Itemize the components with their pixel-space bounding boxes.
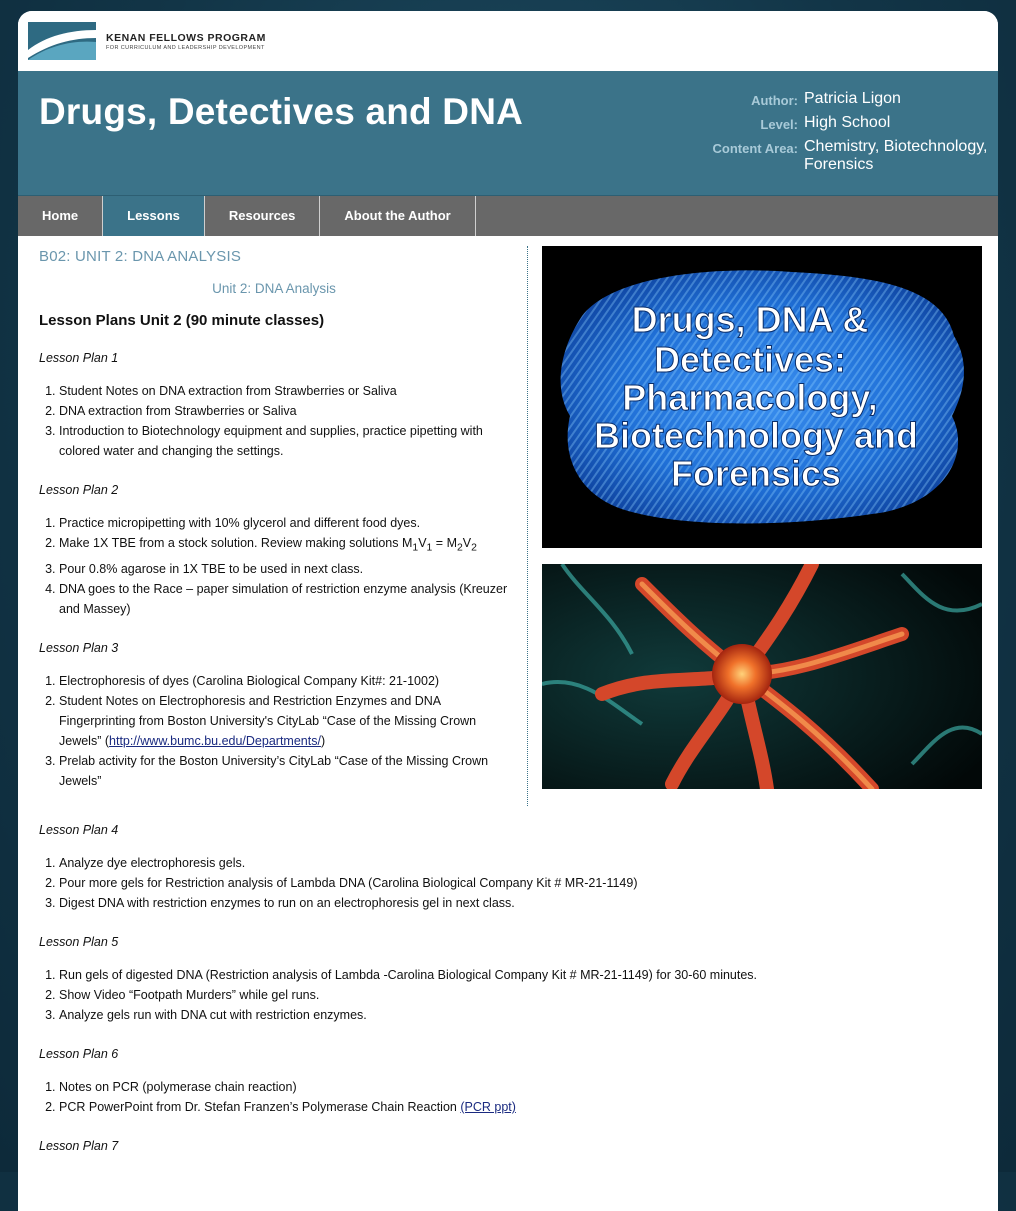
lesson-plans-heading: Lesson Plans Unit 2 (90 minute classes) [39, 312, 325, 329]
plan-title-7: Lesson Plan 7 [39, 1139, 119, 1153]
plan-title-4: Lesson Plan 4 [39, 823, 119, 837]
list-item: 2. Student Notes on Electrophoresis and Restriction Enzymes and DNA Fingerprinting from Boston University's CityLab “Case of the Missing Crown Jewels” (http://www.bumc.bu.edu/Departments/) [59, 691, 509, 751]
logo-subtitle: FOR CURRICULUM AND LEADERSHIP DEVELOPMENT [106, 45, 265, 51]
page-title: Drugs, Detectives and DNA [39, 91, 524, 132]
level-label: Level: [760, 117, 798, 132]
list-item-text: Make 1X TBE from a stock solution. Review making solutions M [59, 536, 413, 550]
neuron-graphic [542, 564, 982, 789]
list-item: 2. DNA extraction from Strawberries or Saliva [59, 401, 509, 421]
nav-home[interactable]: Home [18, 196, 103, 236]
list-item: 1. Electrophoresis of dyes (Carolina Biological Company Kit#: 21-1002) [59, 671, 509, 691]
lower-section [39, 801, 979, 1153]
plan-list-3 [39, 671, 509, 791]
nav-about-author[interactable]: About the Author [320, 196, 475, 236]
main-nav [18, 196, 998, 236]
list-item: 3. Introduction to Biotechnology equipment and supplies, practice pipetting with colored water and changing the settings. [59, 421, 509, 461]
list-item: 3. Analyze gels run with DNA cut with restriction enzymes. [59, 1005, 979, 1025]
nav-resources[interactable]: Resources [205, 196, 320, 236]
author-label: Author: [751, 93, 798, 108]
list-item: 1. Student Notes on DNA extraction from Strawberries or Saliva [59, 381, 509, 401]
list-item [59, 1097, 979, 1117]
image-line-5: Forensics [670, 453, 842, 494]
plan-title-1: Lesson Plan 1 [39, 351, 119, 365]
kenan-logo-icon[interactable] [28, 22, 96, 60]
meta-info [638, 90, 998, 178]
course-title-image [542, 246, 982, 548]
list-item: 1. Run gels of digested DNA (Restriction analysis of Lambda -Carolina Biological Company Kit # MR-21-1149) for 30-60 minutes. [59, 965, 979, 985]
image-line-1: Drugs, DNA & [631, 299, 869, 340]
list-item-text: Student Notes on Electrophoresis and Restriction Enzymes and DNA Fingerprinting from Boston University's CityLab “Case of the Missing Crown Jewels” ( [59, 693, 477, 748]
column-divider [527, 246, 528, 806]
meta-content-area [638, 138, 998, 174]
list-item: 2. Show Video “Footpath Murders” while gel runs. [59, 985, 979, 1005]
right-column [542, 246, 982, 789]
unit-title: Unit 2: DNA Analysis [212, 281, 336, 296]
plan-list-1 [39, 381, 509, 461]
image-line-3: Pharmacology, [622, 377, 878, 418]
dna-texture-graphic [542, 246, 982, 548]
logo-bar [18, 11, 998, 71]
list-item: 4. DNA goes to the Race – paper simulation of restriction enzyme analysis (Kreuzer and Massey) [59, 579, 509, 619]
left-column [39, 236, 509, 791]
list-item: 1. Practice micropipetting with 10% glycerol and different food dyes. [59, 513, 509, 533]
list-item: 3. Digest DNA with restriction enzymes to run on an electrophoresis gel in next class. [59, 893, 979, 913]
neuron-image [542, 564, 982, 789]
banner [18, 71, 998, 196]
meta-author [638, 90, 998, 110]
list-item: 2. Pour more gels for Restriction analysis of Lambda DNA (Carolina Biological Company Kit # MR-21-1149) [59, 873, 979, 893]
plan-title-2: Lesson Plan 2 [39, 483, 119, 497]
section-title: B02: UNIT 2: DNA ANALYSIS [39, 248, 242, 265]
plan-list-4 [39, 853, 979, 913]
list-item: 1. Notes on PCR (polymerase chain reaction) [59, 1077, 979, 1097]
content-area-label: Content Area: [712, 141, 798, 156]
logo-text [106, 32, 266, 52]
image-line-2: Detectives: [653, 339, 847, 380]
plan-list-2 [39, 513, 509, 619]
author-value: Patricia Ligon [804, 90, 901, 107]
page [18, 11, 998, 1211]
bumc-link[interactable]: http://www.bumc.bu.edu/Departments/ [109, 733, 321, 748]
plan-title-5: Lesson Plan 5 [39, 935, 119, 949]
logo-title: KENAN FELLOWS PROGRAM [106, 32, 266, 44]
list-item: 1. Analyze dye electrophoresis gels. [59, 853, 979, 873]
nav-lessons[interactable]: Lessons [103, 196, 205, 236]
list-item: 3. Pour 0.8% agarose in 1X TBE to be used in next class. [59, 559, 509, 579]
plan-list-6 [39, 1077, 979, 1117]
list-item: 2. Make 1X TBE from a stock solution. Review making solutions $M_1V_1 = M_2V_2$ [59, 533, 509, 559]
plan-title-3: Lesson Plan 3 [39, 640, 119, 655]
pcr-ppt-link[interactable]: (PCR ppt) [460, 1100, 516, 1114]
level-value: High School [804, 114, 891, 131]
list-item: 3. Prelab activity for the Boston University’s CityLab “Case of the Missing Crown Jewels” [59, 751, 509, 791]
list-item-text: PCR PowerPoint from Dr. Stefan Franzen’s Polymerase Chain Reaction [59, 1100, 461, 1114]
content-area-value: Chemistry, Biotechnology, Forensics [804, 138, 988, 173]
image-line-4: Biotechnology and [594, 415, 918, 456]
meta-level [638, 114, 998, 134]
plan-title-6: Lesson Plan 6 [39, 1047, 119, 1061]
plan-list-5 [39, 965, 979, 1025]
